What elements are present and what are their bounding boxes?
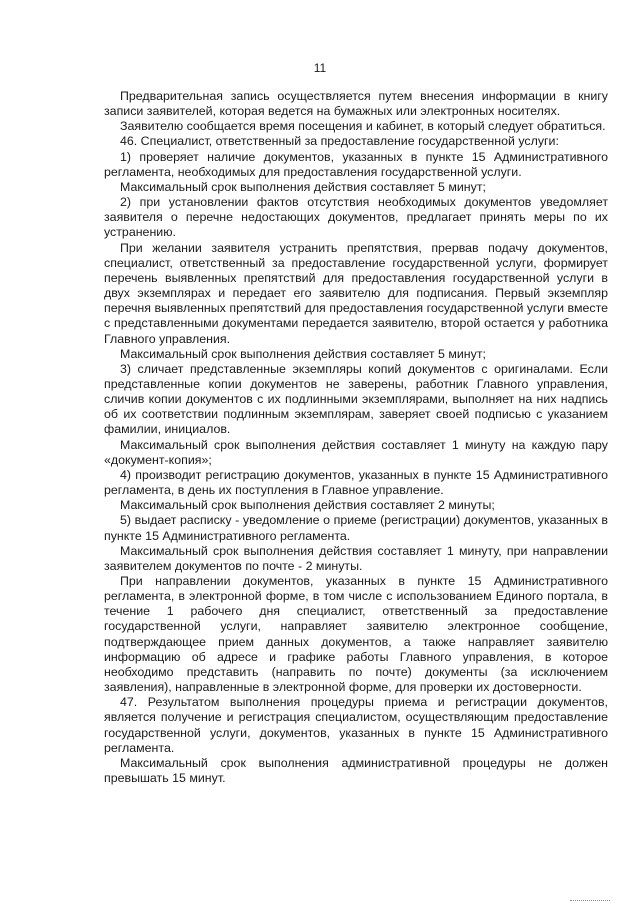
scan-artifact [570, 898, 610, 901]
paragraph-clause-47: 47. Результатом выполнения процедуры приема и регистрации документов, является получение и регистрация специалистом, осуществляющим предоставление государственной услуги, документов, указанных в пункте 15 Административного регламента. [104, 695, 608, 755]
paragraph-obstacles: При желании заявителя устранить препятствия, прервав подачу документов, специалист, ответственный за предоставление государственной услуги, формирует перечень выявленных препятствий для предоставления государственной услуги в двух экземплярах и передает его заявителю для подписания. Первый экземпляр перечня выявленных препятствий для предоставления государственной услуги вместе с представленными документами передается заявителю, второй остается у работника Главного управления. [104, 240, 608, 346]
paragraph-item-3: 3) сличает представленные экземпляры копий документов с оригиналами. Если представленные копии документов не заверены, работник Главного управления, сличив копии документов с их подлинными экземплярами, выполняет на них надпись об их соответствии подлинным экземплярам, заверяет своей подписью с указанием фамилии, инициалов. [104, 361, 608, 437]
paragraph-max-time-2: Максимальный срок выполнения действия составляет 5 минут; [120, 346, 486, 361]
paragraph-preliminary-booking: Предварительная запись осуществляется путем внесения информации в книгу записи заявителей, которая ведется на бумажных или электронных носителях. [104, 89, 608, 119]
paragraph-max-time-5: Максимальный срок выполнения действия составляет 1 минуту, при направлении заявителем документов по почте - 2 минуты. [104, 543, 608, 573]
paragraph-item-5: 5) выдает расписку - уведомление о приеме (регистрации) документов, указанных в пункте 15 Административного регламента. [104, 513, 608, 543]
paragraph-max-time-4: Максимальный срок выполнения действия составляет 2 минуты; [120, 498, 495, 513]
paragraph-clause-46: 46. Специалист, ответственный за предоставление государственной услуги: [120, 134, 559, 149]
document-body [104, 89, 608, 786]
paragraph-visit-time: Заявителю сообщается время посещения и кабинет, в который следует обратиться. [120, 119, 606, 134]
paragraph-electronic-submission: При направлении документов, указанных в пункте 15 Административного регламента, в электронной форме, в том числе с использованием Единого портала, в течение 1 рабочего дня специалист, ответственный за предоставление государственной услуги, направляет заявителю электронное сообщение, подтверждающее прием данных документов, а также направляет заявителю информацию об адресе и графике работы Главного управления, в которое необходимо представить (направить по почте) документы (за исключением заявления), направленные в электронной форме, для проверки их достоверности. [104, 574, 608, 695]
paragraph-max-time-3: Максимальный срок выполнения действия составляет 1 минуту на каждую пару «документ-копия»; [104, 437, 608, 467]
paragraph-item-4: 4) производит регистрацию документов, указанных в пункте 15 Административного регламента, в день их поступления в Главное управление. [104, 467, 608, 498]
paragraph-max-time-1: Максимальный срок выполнения действия составляет 5 минут; [120, 179, 486, 194]
paragraph-max-time-procedure: Максимальный срок выполнения административной процедуры не должен превышать 15 минут. [104, 755, 608, 786]
paragraph-item-2: 2) при установлении фактов отсутствия необходимых документов уведомляет заявителя о перечне недостающих документов, предлагает принять меры по их устранению. [104, 195, 608, 240]
paragraph-item-1: 1) проверяет наличие документов, указанных в пункте 15 Административного регламента, необходимых для предоставления государственной услуги. [104, 149, 608, 179]
page-number: 11 [313, 61, 327, 75]
